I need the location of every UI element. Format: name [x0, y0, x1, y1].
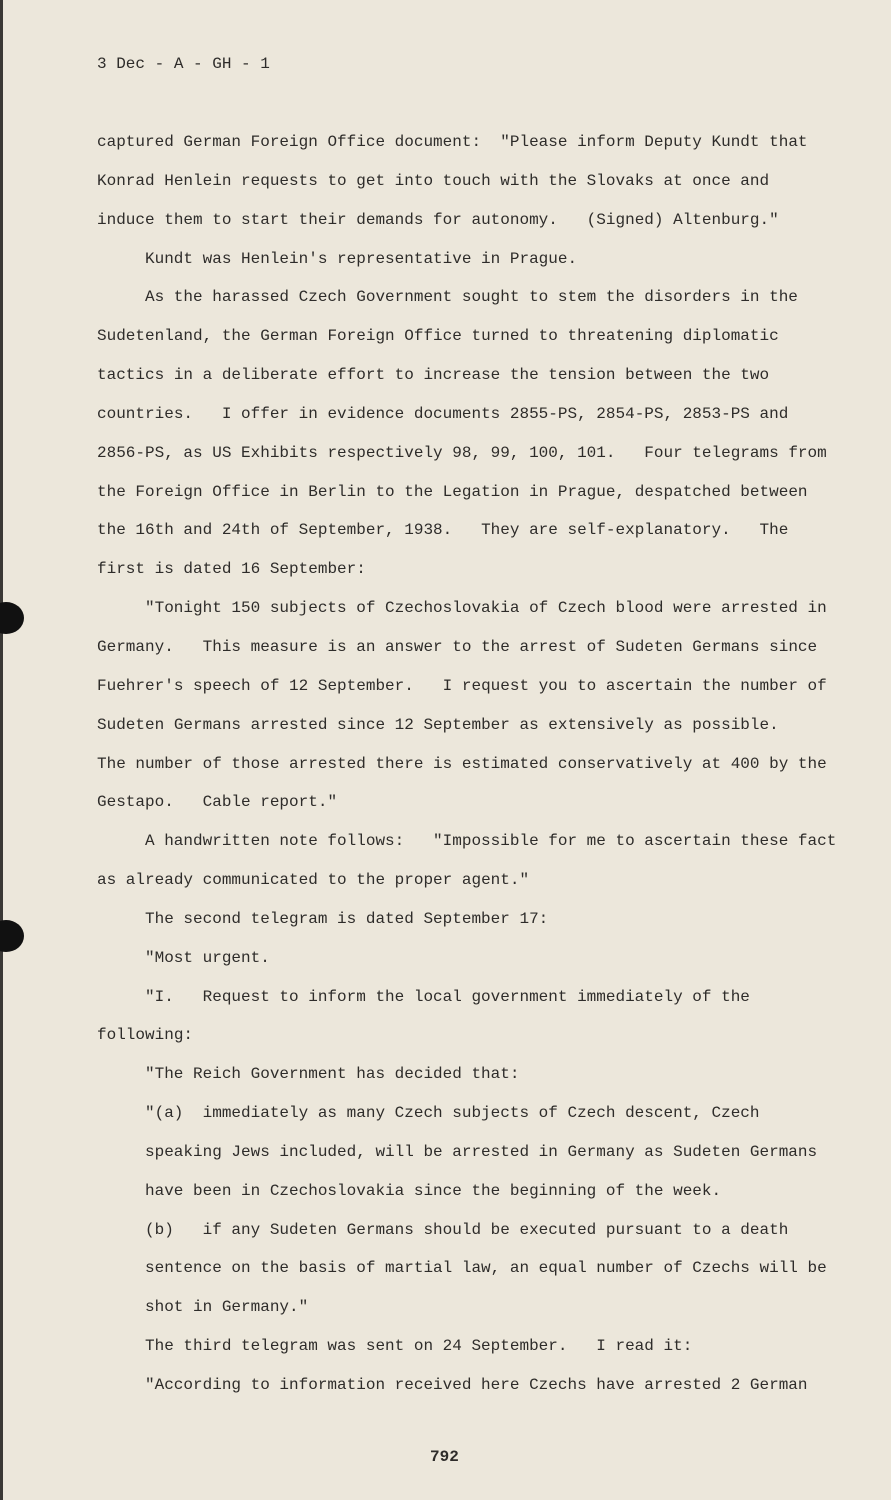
text-line: "Most urgent. — [145, 948, 270, 967]
text-line: As the harassed Czech Government sought to stem the disorders in the — [145, 288, 798, 307]
text-line: following: — [97, 1026, 194, 1045]
binder-hole — [0, 920, 24, 952]
text-line: "(a) immediately as many Czech subjects of Czech descent, Czech — [145, 1104, 760, 1123]
text-line: Konrad Henlein requests to get into touch with the Slovaks at once and — [97, 171, 770, 190]
text-line: "I. Request to inform the local government immediately of the — [145, 987, 750, 1006]
text-line: "According to information received here Czechs have arrested 2 German — [145, 1376, 808, 1394]
text-line: first is dated 16 September: — [97, 560, 366, 579]
text-line: captured German Foreign Office document: "Please inform Deputy Kundt that — [97, 133, 808, 151]
text-line: as already communicated to the proper agent." — [97, 871, 530, 890]
text-line: speaking Jews included, will be arrested in Germany as Sudeten Germans — [145, 1142, 818, 1161]
text-line: The second telegram is dated September 17: — [145, 909, 549, 928]
text-line: Gestapo. Cable report." — [97, 793, 338, 812]
text-line: Sudeten Germans arrested since 12 September as extensively as possible. — [97, 715, 779, 734]
text-line: have been in Czechoslovakia since the beginning of the week. — [145, 1181, 722, 1200]
text-line: shot in Germany." — [145, 1298, 309, 1317]
document-body — [97, 128, 857, 1410]
text-line: tactics in a deliberate effort to increase the tension between the two — [97, 366, 770, 385]
text-line: The third telegram was sent on 24 September. I read it: — [145, 1337, 693, 1356]
text-line: The number of those arrested there is estimated conservatively at 400 by the — [97, 754, 827, 773]
page-edge — [0, 0, 3, 1500]
text-line: sentence on the basis of martial law, an equal number of Czechs will be — [145, 1259, 827, 1278]
text-line: Kundt was Henlein's representative in Prague. — [145, 249, 578, 268]
text-line: "The Reich Government has decided that: — [145, 1065, 520, 1084]
text-line: induce them to start their demands for autonomy. (Signed) Altenburg." — [97, 210, 779, 229]
text-line: Fuehrer's speech of 12 September. I request you to ascertain the number of — [97, 676, 827, 695]
text-line: A handwritten note follows: "Impossible for me to ascertain these fact — [145, 832, 837, 851]
text-line: the Foreign Office in Berlin to the Legation in Prague, despatched between — [97, 482, 808, 501]
text-line: Germany. This measure is an answer to the arrest of Sudeten Germans since — [97, 637, 818, 656]
text-line: "Tonight 150 subjects of Czechoslovakia of Czech blood were arrested in — [145, 599, 827, 618]
text-line: Sudetenland, the German Foreign Office turned to threatening diplomatic — [97, 327, 779, 346]
text-line: the 16th and 24th of September, 1938. They are self-explanatory. The — [97, 521, 789, 540]
text-line: countries. I offer in evidence documents 2855-PS, 2854-PS, 2853-PS and — [97, 404, 789, 423]
binder-hole — [0, 602, 24, 634]
page-number: 792 — [430, 1448, 459, 1466]
document-header: 3 Dec - A - GH - 1 — [97, 55, 270, 73]
text-line: 2856-PS, as US Exhibits respectively 98, 99, 100, 101. Four telegrams from — [97, 443, 827, 462]
text-line: (b) if any Sudeten Germans should be executed pursuant to a death — [145, 1220, 789, 1239]
